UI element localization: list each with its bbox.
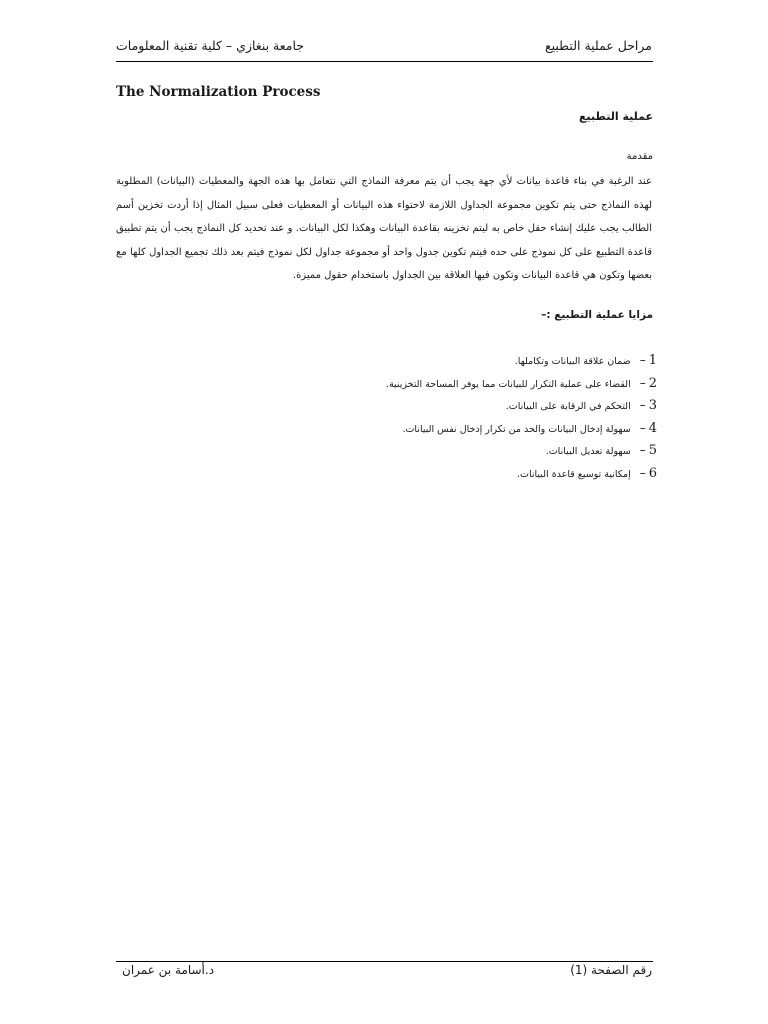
list-item-text: سهولة تعديل البيانات.	[545, 446, 631, 457]
intro-label: مقدمة	[626, 151, 653, 162]
english-title: The Normalization Process	[116, 84, 321, 100]
list-item: 1–ضمان علاقة البيانات وتكاملها.	[514, 353, 657, 368]
list-item: 3–التحكم في الرقابة على البيانات.	[505, 398, 657, 413]
list-item-number: 6	[648, 465, 657, 481]
list-item: 4–سهولة إدخال البيانات والحد من تكرار إدخال نفس البيانات.	[402, 420, 657, 436]
list-item-text: ضمان علاقة البيانات وتكاملها.	[514, 356, 631, 367]
advantages-list	[257, 349, 657, 484]
header-chapter: مراحل عملية التطبيع	[544, 38, 652, 53]
list-item-text: سهولة إدخال البيانات والحد من تكرار إدخال نفس البيانات.	[402, 423, 631, 435]
header-divider	[116, 61, 653, 62]
list-item-number: 2	[648, 375, 657, 391]
list-item-number: 3	[648, 398, 657, 413]
list-item-text: إمكانية توسيع قاعدة البيانات.	[517, 468, 631, 480]
footer-divider	[116, 961, 653, 962]
intro-paragraph: عند الرغبة في بناء قاعدة بيانات لأي جهة يجب أن يتم معرفة النماذج التي نتعامل بها هذه الجهة والمعطيات (البيانات) المطلوبة لهذه النماذج حتى يتم تكوين مجموعة الجداول اللازمة لاحتواء هذه البيانات أو المعطيات فعلى سبيل المثال إذا أردت تخزين أسم الطالب يجب عليك إنشاء حقل خاص به ليتم تخزينه بقاعدة البيانات وهكذا لكل البيانات. و عند تحديد كل النماذج يجب أن يتم تطبيق قاعدة التطبيع على كل نموذج على حده فيتم تكوين جدول واحد أو مجموعة جداول لكل نموذج فيتم بعد ذلك تجميع الجداول كلها مع بعضها وتكون هي قاعدة البيانات وتكون فيها العلاقة بين الجداول باستخدام حقول مميزة.	[116, 176, 652, 281]
list-item-number: 4	[648, 420, 657, 436]
header-university: جامعة بنغازي – كلية تقنية المعلومات	[116, 38, 305, 53]
footer-page-number: رقم الصفحة (1)	[570, 963, 652, 977]
advantages-heading: مزايا عملية التطبيع :–	[541, 309, 653, 321]
list-item: 6–إمكانية توسيع قاعدة البيانات.	[517, 465, 657, 481]
footer-author: د.أسامة بن عمران	[122, 963, 215, 977]
page-footer	[116, 963, 652, 983]
list-item-number: 5	[648, 443, 657, 458]
list-item-number: 1	[648, 353, 657, 368]
list-item: 2–القضاء على عملية التكرار للبيانات مما يوفر المساحة التخزينية.	[385, 375, 657, 391]
arabic-title: عملية التطبيع	[579, 110, 653, 123]
list-item-text: القضاء على عملية التكرار للبيانات مما يوفر المساحة التخزينية.	[385, 378, 631, 390]
list-item-text: التحكم في الرقابة على البيانات.	[505, 401, 631, 412]
list-item: 5–سهولة تعديل البيانات.	[545, 443, 657, 458]
page-header	[116, 38, 652, 62]
